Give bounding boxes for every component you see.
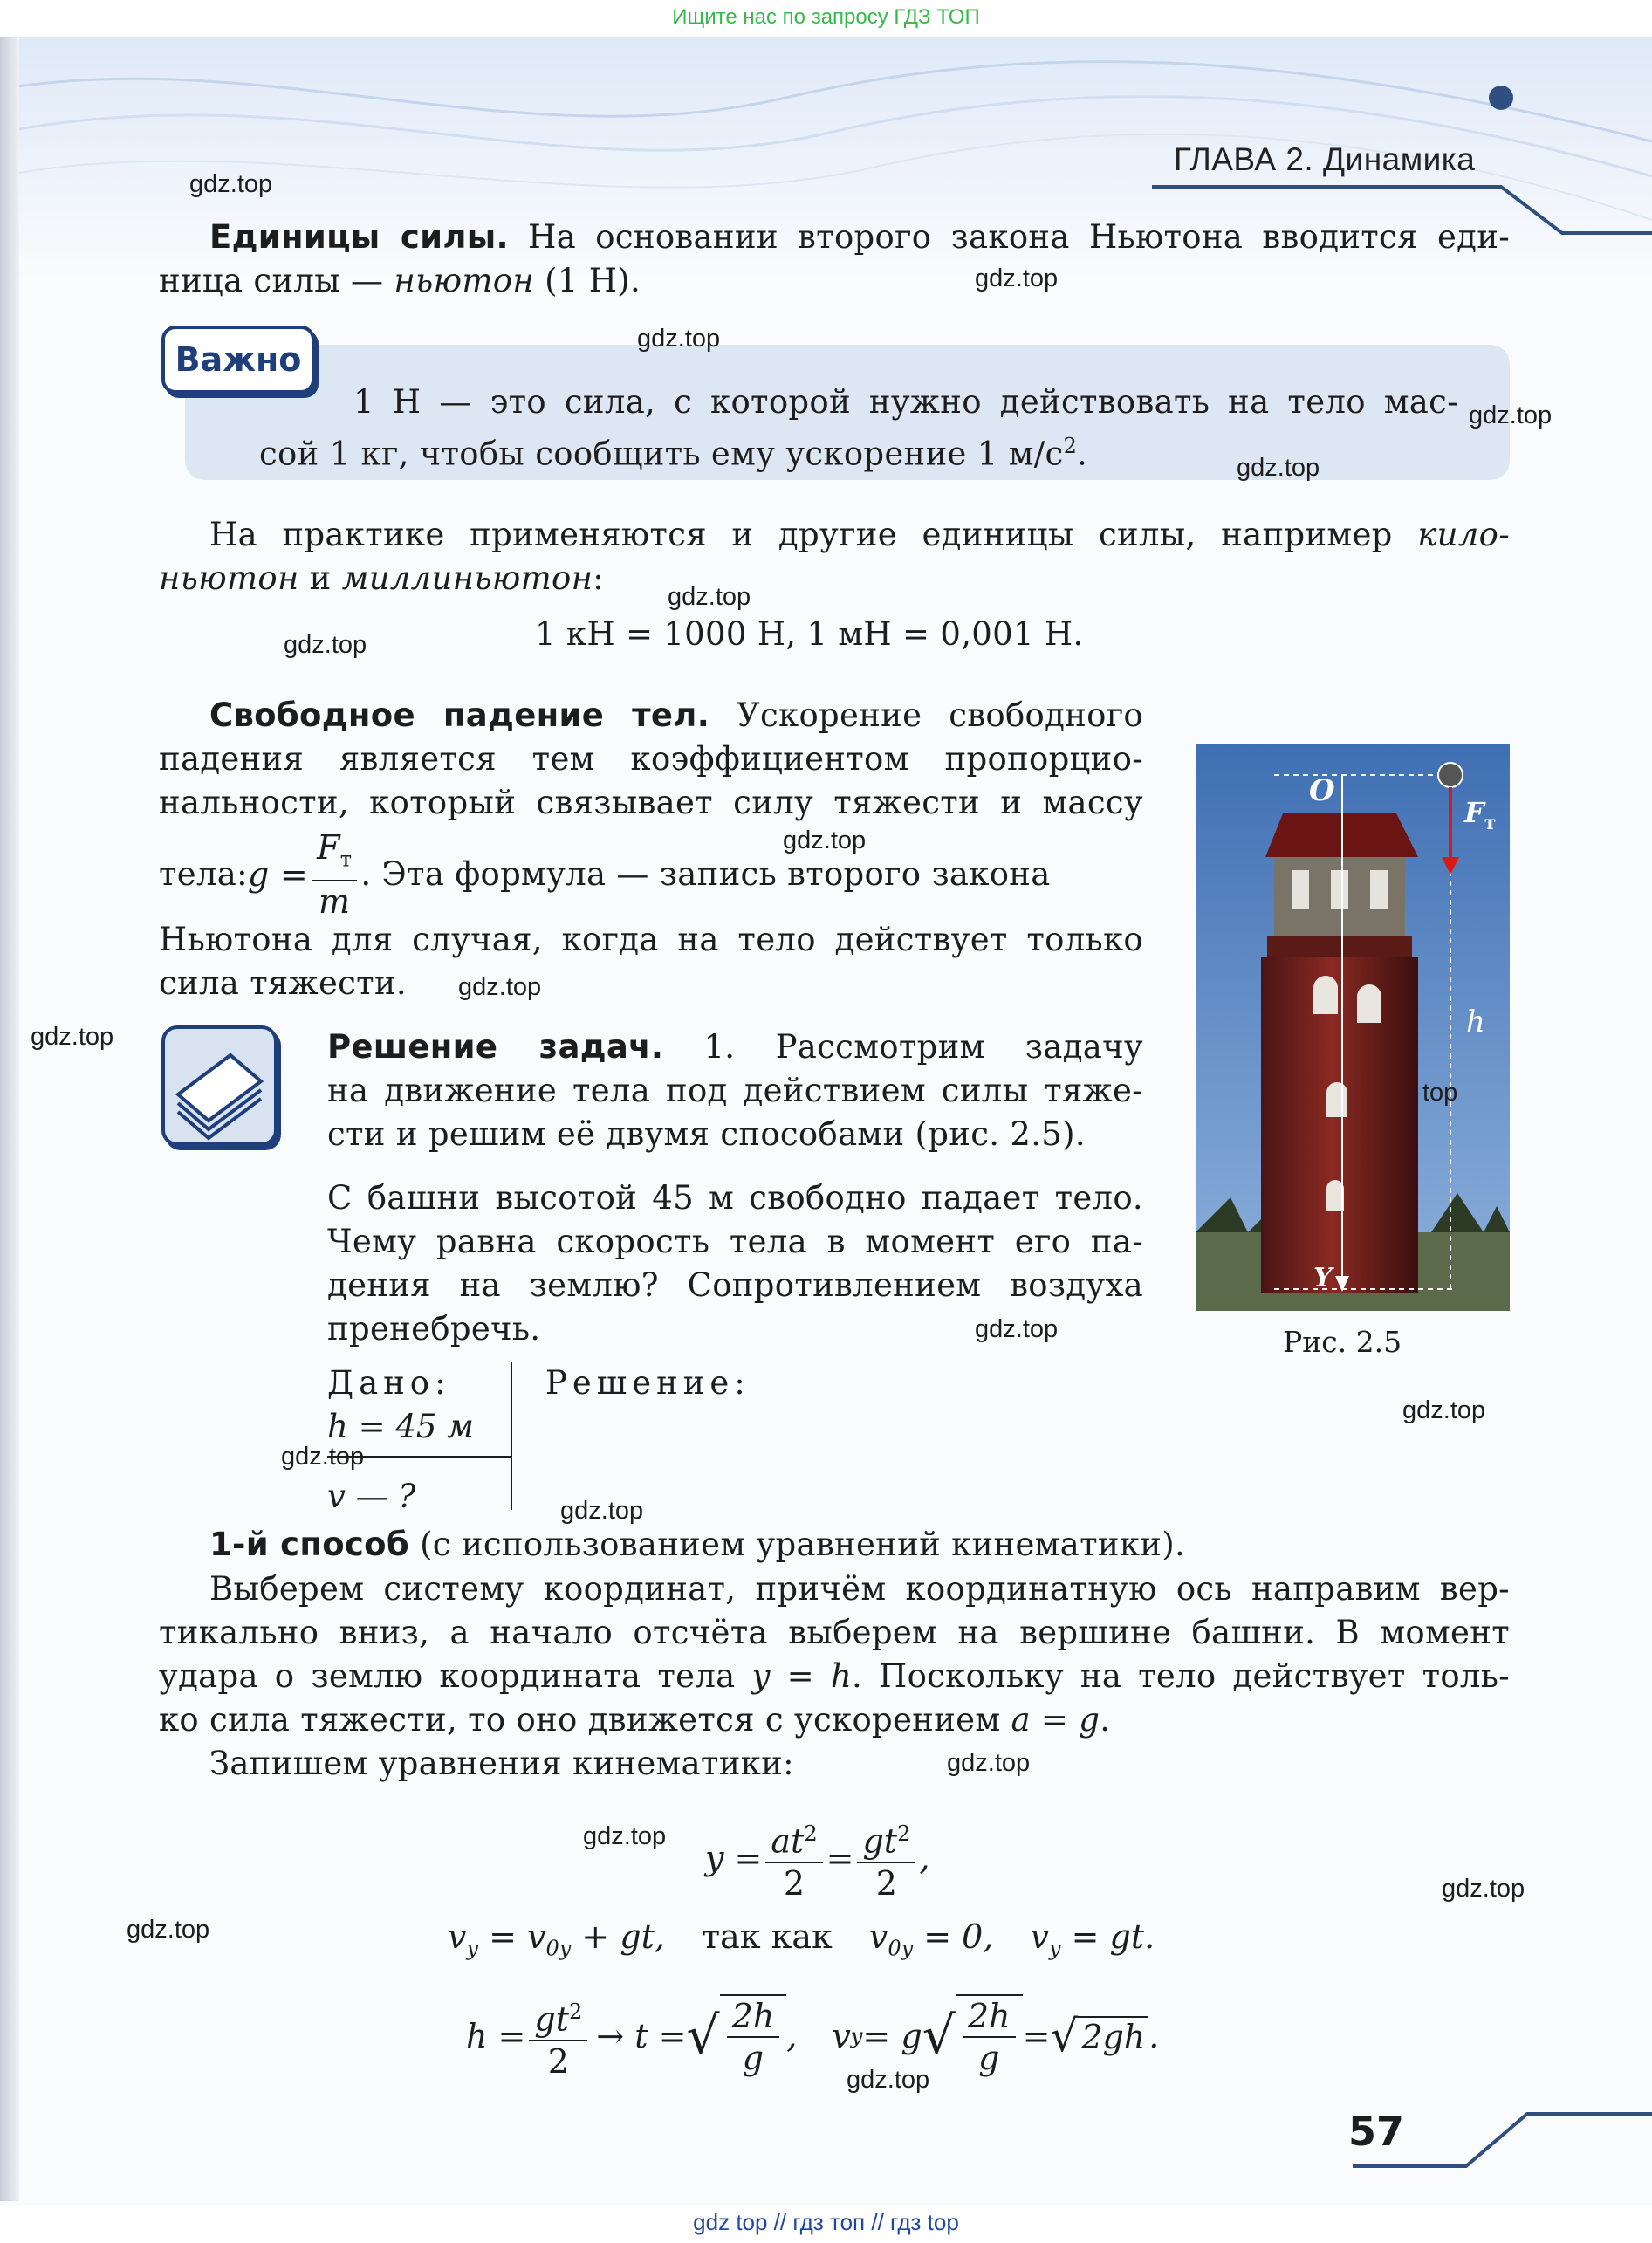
problems-line-2: на движение тела под действием силы тяже- [327,1072,1143,1109]
free-fall-line-6: сила тяжести. [159,964,407,1002]
tower-label-o: O [1309,773,1335,808]
figure-caption: Рис. 2.5 [1283,1325,1402,1359]
method1-line-2: тикально вниз, а начало отсчёта выберем на вершине башни. В момент [159,1614,1510,1651]
practice-line-2: ньютон и миллиньютон: [159,559,605,597]
tower-label-y: Y [1313,1263,1333,1293]
given-v: v — ? [327,1478,416,1515]
top-banner: Ищите нас по запросу ГДЗ ТОП [0,0,1652,37]
sqrt-sign: √ $\frac{2h}{g}$ [922,1994,1023,2078]
watermark: gdz.top [1237,454,1320,482]
sqrt-sign: √ 2gh [1050,2011,1148,2061]
watermark: gdz.top [1442,1875,1525,1903]
units-heading: Единицы силы. [209,218,509,256]
given-h: h = 45 м [327,1408,474,1445]
page-binding-edge [0,37,19,2201]
watermark: gdz.top [458,973,542,1001]
free-fall-line-2: падения является тем коэффициентом пропорцио- [159,740,1143,778]
watermark: gdz.top [1402,1396,1486,1424]
sqrt-sign: √ $\frac{2h}{g}$ [686,1994,786,2078]
watermark: gdz.top [31,1023,114,1051]
watermark: gdz.top [847,2066,930,2094]
task-line-3: дения на землю? Сопротивлением воздуха [327,1266,1143,1304]
watermark: gdz.top [947,1749,1031,1777]
watermark: gdz.top [189,170,273,198]
method1-line-3: удара о землю координата тела y = h. Поскольку на тело действует толь- [159,1657,1510,1695]
watermark: gdz.top [668,583,751,611]
units-line-2: ница силы — ньютон (1 Н). [159,262,641,299]
equation-kinematics-v: $v_y = v_{0y}$ + gt, так как $v_{0y} = 0$, $v_y$ = gt. [448,1917,1155,1961]
watermark: gdz.top [975,1315,1059,1343]
watermark: gdz.top [560,1497,644,1525]
important-line-2: сой 1 кг, чтобы сообщить ему ускорение 1 $м/с^2$. [259,434,1088,473]
gravity-fraction: $\frac{F_т}{m}$ [312,827,357,922]
watermark-partial: top [1422,1079,1458,1107]
important-line-1: 1 Н — это сила, с которой нужно действовать на тело мас- [353,383,1458,421]
method1-heading-line: 1-й способ (с использованием уравнений кинематики). [209,1526,1186,1563]
free-fall-line-4: тела: g = $\frac{F_т}{m}$ . Эта формула — запись второго закона [159,828,1051,921]
method1-heading: 1-й способ [209,1526,410,1563]
free-fall-line-1: Свободное падение тел. Ускорение свободного [209,696,1143,734]
units-line-1: Единицы силы. На основании второго закона Ньютона вводится еди- [209,218,1510,256]
watermark: gdz.top [583,1822,667,1850]
practice-line-1: На практике применяются и другие единицы силы, например кило- [209,516,1510,553]
papers-icon [161,1025,278,1146]
chapter-title: ГЛАВА 2. Динамика [1174,141,1476,177]
method1-line-1: Выберем систему координат, причём координатную ось направим вер- [209,1570,1510,1608]
bottom-banner: gdz top // гдз топ // гдз top [0,2205,1652,2243]
tower-label-f: $F_т$ [1464,796,1497,834]
solution-label: Решение: [545,1364,751,1402]
watermark: gdz.top [637,325,721,353]
watermark: gdz.top [783,827,867,854]
free-fall-line-3: нальности, который связывает силу тяжести и массу [159,784,1143,821]
task-line-2: Чему равна скорость тела в момент его па- [327,1223,1143,1260]
watermark: gdz.top [1469,401,1553,429]
tower-label-h: h [1466,1005,1485,1039]
given-divider-vertical [511,1362,512,1510]
page-number: 57 [1348,2108,1405,2155]
units-formula: 1 кН = 1000 Н, 1 мН = 0,001 Н. [535,615,1084,653]
given-label: Дано: [327,1364,451,1402]
task-line-1: С башни высотой 45 м свободно падает тело. [327,1179,1143,1217]
problems-line-1: Решение задач. 1. Рассмотрим задачу [327,1028,1143,1066]
problems-line-3: сти и решим её двумя способами (рис. 2.5). [327,1115,1086,1153]
important-tab: Важно [161,326,315,394]
free-fall-line-5: Ньютона для случая, когда на тело действует только [159,921,1143,958]
task-line-4: пренебречь. [327,1310,541,1348]
method1-line-4: ко сила тяжести, то оно движется с ускорением a = g. [159,1701,1111,1739]
tower-photo [1196,744,1510,1311]
watermark: gdz.top [284,631,367,659]
free-fall-heading: Свободное падение тел. [209,696,710,734]
equation-height-time: h = $\frac{gt^2}{2}$ → t = √ $\frac{2h}{g}$ , v y = g √ $\frac{2h}{g}$ = √ 2gh . [466,1992,1159,2082]
watermark: gdz.top [127,1916,210,1944]
method1-line-5: Запишем уравнения кинематики: [209,1745,794,1782]
equation-kinematics-y: y = $\frac{at^2}{2}$ = $\frac{gt^2}{2}$ , [705,1814,929,1903]
watermark: gdz.top [281,1443,365,1471]
problems-heading: Решение задач. [327,1028,664,1066]
watermark: gdz.top [975,264,1059,292]
